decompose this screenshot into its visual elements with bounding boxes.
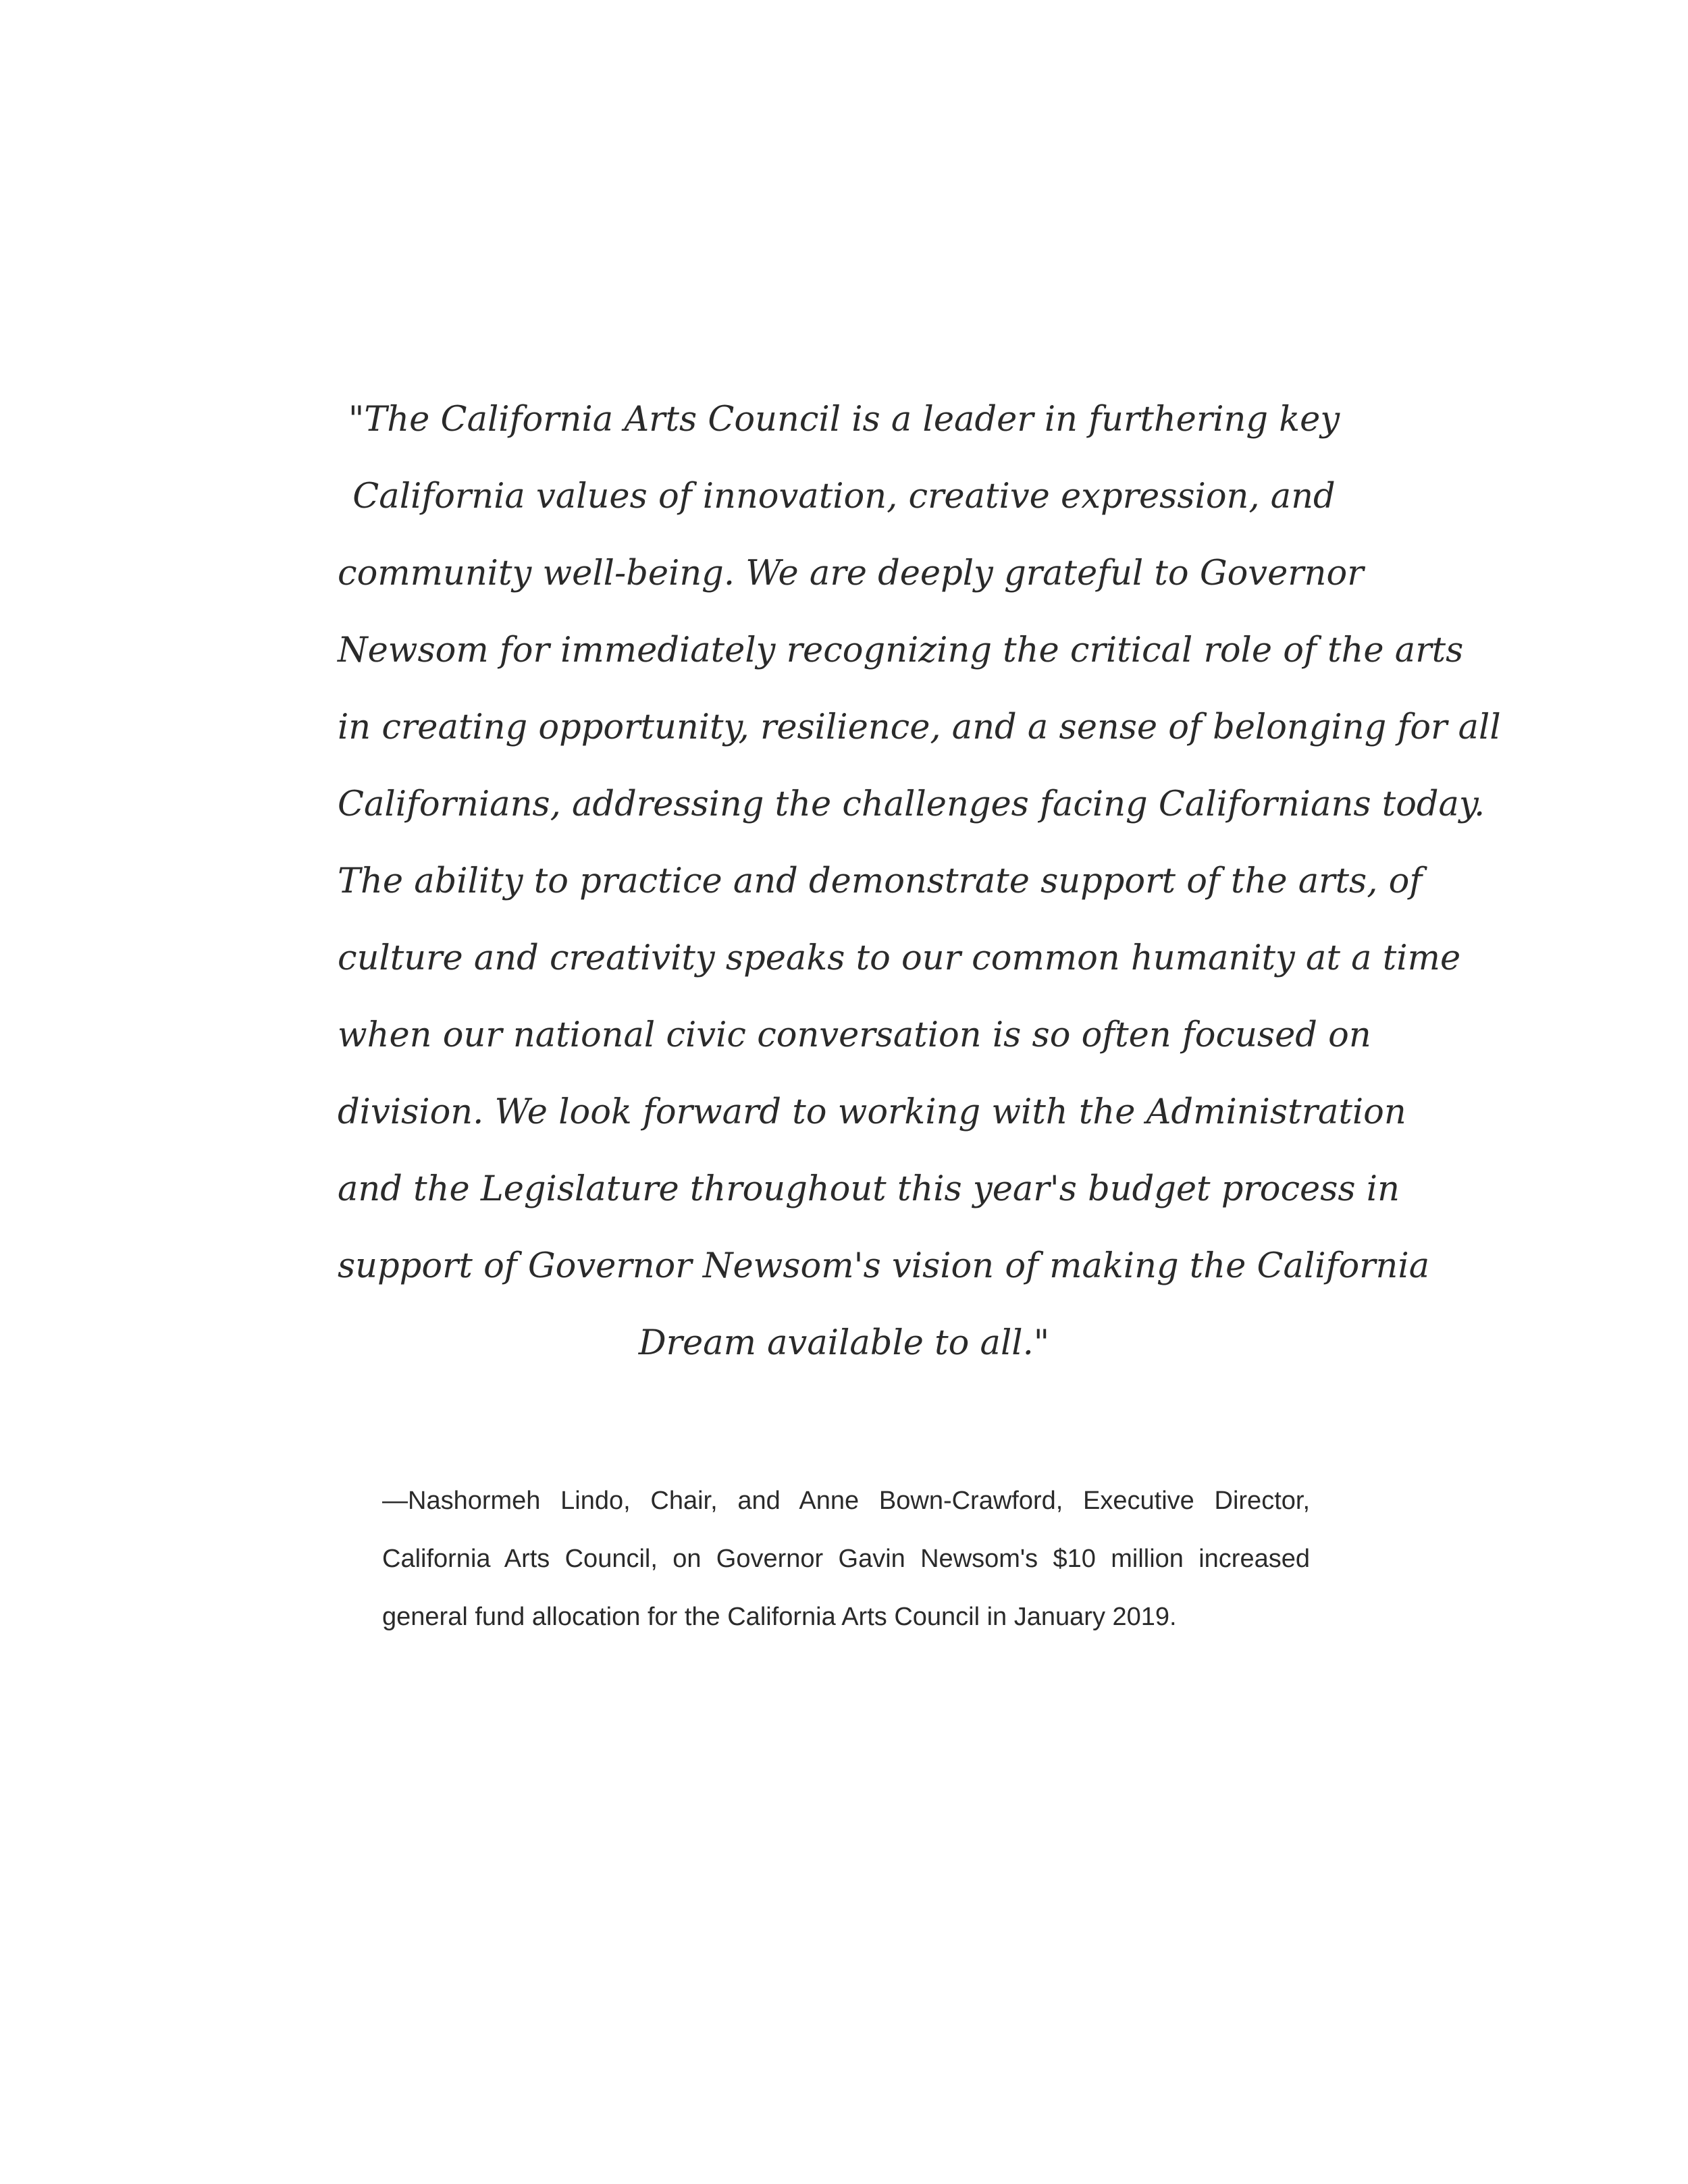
quote-line: in creating opportunity, resilience, and a sense of belonging for all	[338, 708, 1501, 747]
quote-line: and the Legislature throughout this year's budget process in	[338, 1169, 1400, 1209]
quote-line: support of Governor Newsom's vision of making the California	[338, 1246, 1430, 1286]
quote-line: The ability to practice and demonstrate support of the arts, of	[338, 861, 1423, 901]
quote-line: division. We look forward to working with the Administration	[338, 1092, 1406, 1132]
quote-line: Newsom for immediately recognizing the critical role of the arts	[338, 631, 1464, 670]
quote-line: Dream available to all."	[638, 1323, 1050, 1363]
quote-line: Californians, addressing the challenges facing Californians today.	[338, 784, 1485, 824]
attribution	[382, 1472, 1310, 1646]
quote-line: community well-being. We are deeply grateful to Governor	[338, 554, 1364, 593]
quote-line: culture and creativity speaks to our common humanity at a time	[338, 938, 1461, 978]
attribution-line: —Nashormeh Lindo, Chair, and Anne Bown-Crawford, Executive Director,	[382, 1487, 1310, 1515]
attribution-line: general fund allocation for the California Arts Council in January 2019.	[382, 1603, 1177, 1631]
attribution-line: California Arts Council, on Governor Gavin Newsom's $10 million increased	[382, 1545, 1310, 1573]
quote-line: California values of innovation, creative expression, and	[352, 477, 1336, 516]
quote-line: when our national civic conversation is so often focused on	[338, 1015, 1371, 1055]
quote-line: "The California Arts Council is a leader in furthering key	[348, 400, 1340, 440]
quote-block	[338, 381, 1501, 1382]
